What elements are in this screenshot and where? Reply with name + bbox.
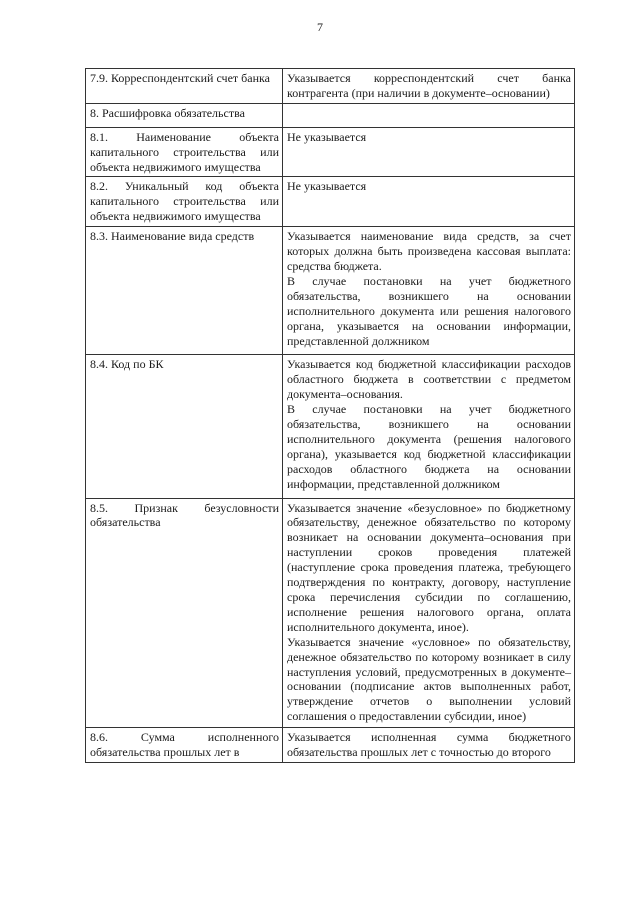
field-label: 8.6. Сумма исполненного обязательства прошлых лет в (86, 728, 283, 763)
field-label: 8.3. Наименование вида средств (86, 227, 283, 355)
description-paragraph: Указывается значение «безусловное» по бюджетному обязательству, денежное обязательство по которому возникает на основании документа–основания при наступлении сроков проведения платежей (наступление срока проведения платежа, требующего подтверждения по контракту, договору, наступление срока перечисления субсидии по соглашению, исполнение решения налогового органа, оплата исполнительного документа, иное). (287, 500, 571, 634)
description-paragraph: В случае постановки на учет бюджетного обязательства, возникшего на основании исполнительного документа или решения налогового органа, указывается на основании информации, представленной должником (287, 273, 571, 348)
description-paragraph: Не указывается (287, 179, 367, 194)
table-row (86, 103, 575, 127)
table-row (86, 127, 575, 177)
description-paragraph: Указывается исполненная сумма бюджетного обязательства прошлых лет с точностью до второго (287, 730, 571, 760)
field-label: 8.1. Наименование объекта капитального строительства или объекта недвижимого имущества (86, 127, 283, 177)
page-number: 7 (317, 20, 323, 34)
field-description (283, 498, 575, 728)
field-description (283, 127, 575, 177)
description-paragraph: Не указывается (287, 129, 367, 144)
description-paragraph: Указывается код бюджетной классификации расходов областного бюджета в соответствии с предметом документа–основания. (287, 357, 571, 402)
table-row (86, 355, 575, 498)
field-label: 8.4. Код по БК (86, 355, 283, 498)
table-row (86, 69, 575, 104)
field-description (283, 355, 575, 498)
description-paragraph: Указывается наименование вида средств, за счет которых должна быть произведена кассовая выплата: средства бюджета. (287, 229, 571, 273)
field-description (283, 69, 575, 104)
description-paragraph: Указывается корреспондентский счет банка контрагента (при наличии в документе–основании) (287, 71, 571, 100)
table-row (86, 177, 575, 227)
description-paragraph: Указывается значение «условное» по обязательству, денежное обязательство по которому возникает в силу наступления условий, предусмотренных в документе–основании (подписание актов выполненных работ, утверждение отчетов о выполнении условий соглашения о предоставлении субсидии, иное) (287, 634, 571, 724)
field-label: 8.2. Уникальный код объекта капитального строительства или объекта недвижимого имущества (86, 177, 283, 227)
field-description (283, 227, 575, 355)
table-row (86, 227, 575, 355)
section-heading: 8. Расшифровка обязательства (86, 103, 283, 127)
field-description (283, 103, 575, 127)
field-label: 8.5. Признак безусловности обязательства (86, 498, 283, 728)
field-description (283, 177, 575, 227)
field-description (283, 728, 575, 763)
table-row (86, 498, 575, 728)
requisites-table (85, 68, 575, 763)
table-row (86, 728, 575, 763)
description-paragraph: В случае постановки на учет бюджетного обязательства, возникшего на основании исполнительного документа (решения налогового органа), указывается код бюджетной классификации расходов областного бюджета на основании информации, представленной должником (287, 402, 571, 491)
field-label: 7.9. Корреспондентский счет банка (86, 69, 283, 104)
